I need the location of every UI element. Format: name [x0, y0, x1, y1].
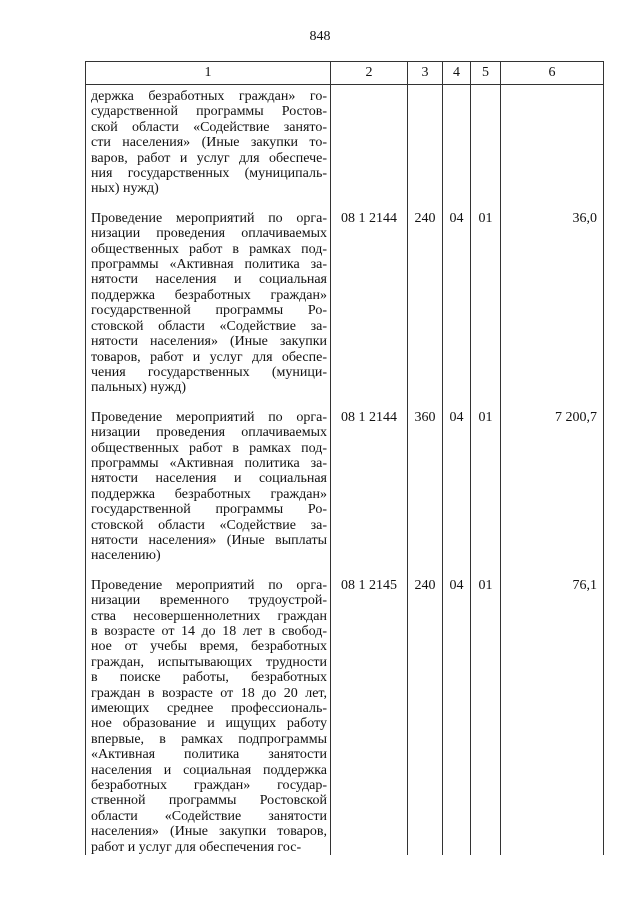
row-subsection: 01	[471, 396, 501, 564]
description-line: граждан, испытывающих трудности	[91, 654, 327, 670]
description-line: общественных работ в рамках под-	[91, 241, 327, 257]
row-target-code	[331, 85, 408, 197]
table-row	[86, 85, 604, 197]
description-line: области «Содействие занятости	[91, 808, 327, 824]
description-line: сти населения» (Иные закупки то-	[91, 135, 327, 151]
column-header-5: 5	[471, 62, 501, 85]
description-line: населения и социальная поддержка	[91, 762, 327, 778]
description-line: граждан в возрасте от 18 до 20 лет,	[91, 685, 327, 701]
description-line: ской области «Содействие занято-	[91, 119, 327, 135]
row-expense-type: 240	[408, 564, 443, 855]
description-line: Проведение мероприятий по орга-	[91, 577, 327, 593]
row-amount: 7 200,7	[501, 396, 604, 564]
row-subsection: 01	[471, 197, 501, 396]
description-line: ное образование и ищущих работу	[91, 716, 327, 732]
description-line: имеющих среднее профессиональ-	[91, 701, 327, 717]
page-number: 848	[309, 29, 331, 44]
row-description	[86, 564, 331, 855]
row-section	[443, 85, 471, 197]
description-line: ное от учебы время, безработных	[91, 639, 327, 655]
description-line: впервые, в рамках подпрограммы	[91, 731, 327, 747]
description-line: населению)	[91, 548, 161, 564]
description-line: работ и услуг для обеспечения гос-	[91, 839, 302, 855]
description-line: стовской области «Содействие за-	[91, 517, 327, 533]
description-line: Проведение мероприятий по орга-	[91, 210, 327, 226]
row-description	[86, 197, 331, 396]
row-section: 04	[443, 197, 471, 396]
description-line: населения» (Иные закупки товаров,	[91, 824, 327, 840]
row-expense-type: 360	[408, 396, 443, 564]
table-header	[86, 62, 604, 85]
column-header-6: 6	[501, 62, 604, 85]
table-row	[86, 396, 604, 564]
description-line: нятости населения» (Иные закупки	[91, 334, 327, 350]
table-row	[86, 197, 604, 396]
description-line: безработных граждан» государ-	[91, 778, 327, 794]
description-line: поддержка безработных граждан»	[91, 287, 327, 303]
description-line: программы «Активная политика за-	[91, 257, 327, 273]
column-header-4: 4	[443, 62, 471, 85]
row-target-code: 08 1 2144	[331, 197, 408, 396]
description-line: программы «Активная политика за-	[91, 455, 327, 471]
description-line: пальных) нужд)	[91, 380, 187, 396]
description-line: стовской области «Содействие за-	[91, 318, 327, 334]
description-line: «Активная политика занятости	[91, 747, 327, 763]
description-line: ственной программы Ростовской	[91, 793, 327, 809]
description-line: в возрасте от 14 до 18 лет в свобод-	[91, 624, 327, 639]
description-line: нятости населения и социальная	[91, 471, 327, 487]
description-line: варов, работ и услуг для обеспече-	[91, 150, 327, 166]
table-body	[86, 85, 604, 856]
row-amount	[501, 85, 604, 197]
row-description	[86, 396, 331, 564]
description-line: низации временного трудоустрой-	[91, 593, 327, 609]
column-header-2: 2	[331, 62, 408, 85]
row-subsection	[471, 85, 501, 197]
description-line: ных) нужд)	[91, 181, 159, 197]
row-section: 04	[443, 396, 471, 564]
column-header-1: 1	[86, 62, 331, 85]
description-line: низации проведения оплачиваемых	[91, 425, 327, 441]
description-line: государственной программы Ро-	[91, 502, 327, 518]
table-row	[86, 564, 604, 855]
header-row	[86, 62, 604, 85]
column-header-3: 3	[408, 62, 443, 85]
description-line: нятости населения» (Иные выплаты	[91, 532, 327, 548]
row-description	[86, 85, 331, 197]
description-line: низации проведения оплачиваемых	[91, 226, 327, 242]
description-line: чения государственных (муници-	[91, 364, 327, 380]
row-section: 04	[443, 564, 471, 855]
description-line: ния государственных (муниципаль-	[91, 166, 327, 182]
description-line: общественных работ в рамках под-	[91, 440, 327, 456]
description-line: сударственной программы Ростов-	[91, 104, 327, 120]
description-line: в поиске работы, безработных	[91, 670, 327, 686]
row-amount: 76,1	[501, 564, 604, 855]
row-amount: 36,0	[501, 197, 604, 396]
description-line: ства несовершеннолетних граждан	[91, 608, 327, 624]
row-target-code: 08 1 2145	[331, 564, 408, 855]
row-target-code: 08 1 2144	[331, 396, 408, 564]
row-expense-type: 240	[408, 197, 443, 396]
description-line: поддержка безработных граждан»	[91, 486, 327, 502]
budget-table	[85, 61, 604, 855]
description-line: нятости населения и социальная	[91, 272, 327, 288]
row-subsection: 01	[471, 564, 501, 855]
description-line: Проведение мероприятий по орга-	[91, 409, 327, 425]
description-line: товаров, работ и услуг для обеспе-	[91, 349, 327, 365]
row-expense-type	[408, 85, 443, 197]
description-line: держка безработных граждан» го-	[91, 89, 327, 104]
description-line: государственной программы Ро-	[91, 303, 327, 319]
